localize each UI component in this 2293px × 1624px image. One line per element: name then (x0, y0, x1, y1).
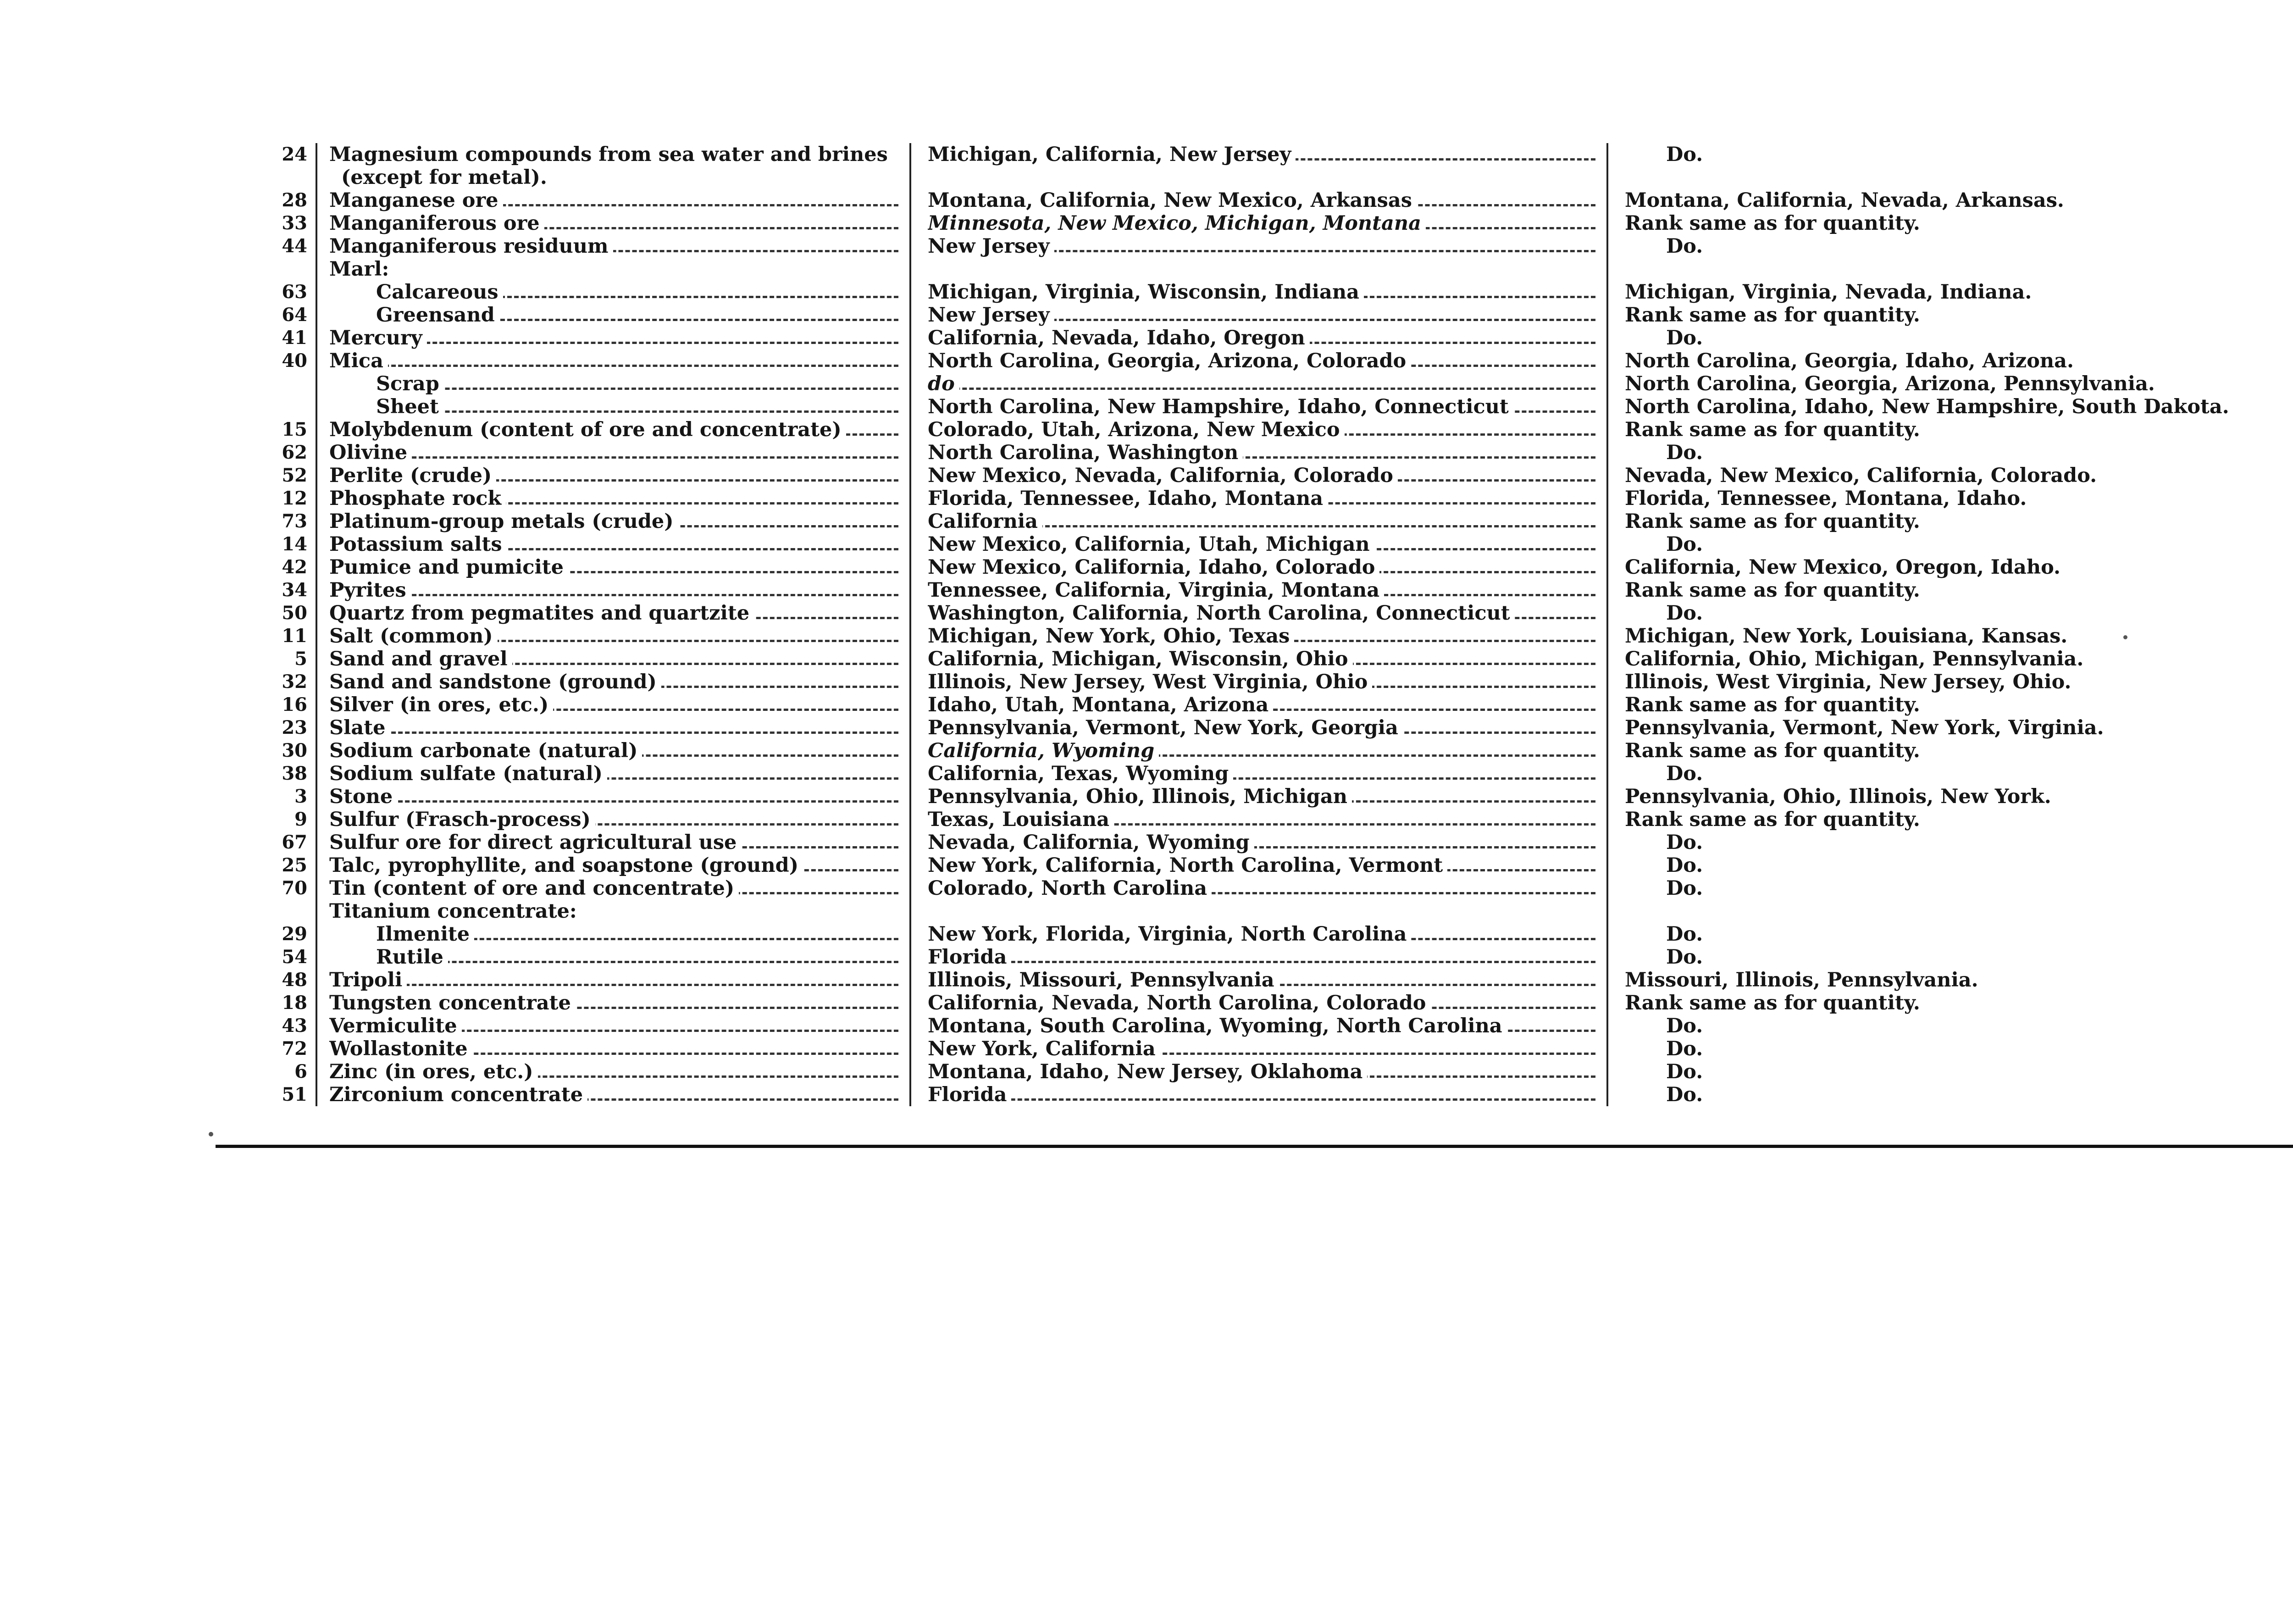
table-row (216, 923, 2293, 946)
rank-cell: 63 (216, 281, 316, 304)
rank-cell: 41 (216, 327, 316, 349)
table-row (216, 304, 2293, 327)
commodity-cell: Sulfur (Frasch-process) (316, 808, 910, 831)
table-row (216, 648, 2293, 671)
commodity-cell: Potassium salts (316, 533, 910, 556)
value-states-cell: Colorado, Utah, Arizona, New Mexico (910, 418, 1607, 441)
value-states-cell: Montana, South Carolina, Wyoming, North Carolina (910, 1014, 1607, 1037)
commodity-cell: Tin (content of ore and concentrate) (316, 877, 910, 900)
rank-cell: 51 (216, 1083, 316, 1106)
table-row (216, 235, 2293, 258)
value-states-cell: California (910, 510, 1607, 533)
quantity-states-cell: Do. (1666, 946, 1703, 969)
commodity-cell: Zinc (in ores, etc.) (316, 1060, 910, 1083)
quantity-states-cell: Rank same as for quantity. (1625, 510, 1920, 533)
table-row (216, 602, 2293, 625)
value-states-cell: Tennessee, California, Virginia, Montana (910, 579, 1607, 602)
rank-cell: 5 (216, 648, 316, 671)
rank-cell (216, 900, 316, 923)
table-row (216, 900, 2293, 923)
commodity-cell: Sand and gravel (316, 648, 910, 671)
table-row (216, 831, 2293, 854)
value-states-cell: New York, California (910, 1037, 1607, 1060)
quantity-states-cell: North Carolina, Idaho, New Hampshire, South Dakota. (1625, 395, 2229, 418)
commodity-cell: Olivine (316, 441, 910, 464)
value-states-cell: California, Nevada, Idaho, Oregon (910, 327, 1607, 349)
rank-cell: 23 (216, 716, 316, 739)
rank-cell: 72 (216, 1037, 316, 1060)
quantity-states-cell: Do. (1666, 1014, 1703, 1037)
rank-cell: 42 (216, 556, 316, 579)
rank-cell: 28 (216, 189, 316, 212)
rank-cell: 67 (216, 831, 316, 854)
quantity-states-cell: Do. (1666, 1083, 1703, 1106)
table-row (216, 579, 2293, 602)
value-states-cell (910, 258, 1607, 281)
quantity-states-cell: Rank same as for quantity. (1625, 579, 1920, 602)
quantity-states-cell: Michigan, Virginia, Nevada, Indiana. (1625, 281, 2032, 304)
commodity-cell: Silver (in ores, etc.) (316, 693, 910, 716)
value-states-cell: Montana, Idaho, New Jersey, Oklahoma (910, 1060, 1607, 1083)
bottom-rule (216, 1145, 2293, 1148)
table-row (216, 762, 2293, 785)
value-states-cell: New York, Florida, Virginia, North Carolina (910, 923, 1607, 946)
rank-cell (216, 395, 316, 418)
scan-speck (209, 1132, 213, 1136)
value-states-cell: North Carolina, Georgia, Arizona, Colorado (910, 349, 1607, 372)
commodity-cell: Tungsten concentrate (316, 992, 910, 1014)
commodity-cell: Titanium concentrate: (316, 900, 910, 923)
commodity-cell: Phosphate rock (316, 487, 910, 510)
value-states-cell: California, Texas, Wyoming (910, 762, 1607, 785)
quantity-states-cell: Do. (1666, 441, 1703, 464)
value-states-cell: Florida (910, 946, 1607, 969)
value-states-cell: Florida, Tennessee, Idaho, Montana (910, 487, 1607, 510)
commodity-cell: Ilmenite (316, 923, 910, 946)
quantity-states-cell: Rank same as for quantity. (1625, 212, 1920, 235)
table-row (216, 212, 2293, 235)
table-row (216, 877, 2293, 900)
table-row (216, 258, 2293, 281)
table-row (216, 464, 2293, 487)
value-states-cell: North Carolina, New Hampshire, Idaho, Connecticut (910, 395, 1607, 418)
table-row (216, 189, 2293, 212)
ranking-table (216, 143, 2293, 1106)
quantity-states-cell: Pennsylvania, Vermont, New York, Virginia. (1625, 716, 2104, 739)
commodity-cell: Tripoli (316, 969, 910, 992)
rank-cell: 34 (216, 579, 316, 602)
commodity-cell: Stone (316, 785, 910, 808)
commodity-cell: Manganiferous ore (316, 212, 910, 235)
table-row (216, 854, 2293, 877)
value-states-cell: New Mexico, California, Utah, Michigan (910, 533, 1607, 556)
commodity-cell: Zirconium concentrate (316, 1083, 910, 1106)
rank-cell: 25 (216, 854, 316, 877)
table-row (216, 418, 2293, 441)
quantity-states-cell: Michigan, New York, Louisiana, Kansas. (1625, 625, 2068, 648)
rank-cell: 29 (216, 923, 316, 946)
rank-cell: 24 (216, 143, 316, 189)
value-states-cell: New Mexico, Nevada, California, Colorado (910, 464, 1607, 487)
commodity-cell: Molybdenum (content of ore and concentrate) (316, 418, 910, 441)
rank-cell: 50 (216, 602, 316, 625)
value-states-cell: California, Nevada, North Carolina, Colorado (910, 992, 1607, 1014)
commodity-cell: Sheet (316, 395, 910, 418)
rank-cell: 16 (216, 693, 316, 716)
rank-cell: 9 (216, 808, 316, 831)
commodity-cell: Calcareous (316, 281, 910, 304)
commodity-cell: Greensand (316, 304, 910, 327)
quantity-states-cell: Nevada, New Mexico, California, Colorado. (1625, 464, 2097, 487)
table-row (216, 349, 2293, 372)
quantity-states-cell: Do. (1666, 143, 1703, 166)
quantity-states-cell: North Carolina, Georgia, Arizona, Pennsylvania. (1625, 372, 2155, 395)
value-states-cell: Idaho, Utah, Montana, Arizona (910, 693, 1607, 716)
table-row (216, 992, 2293, 1014)
commodity-cell: Manganese ore (316, 189, 910, 212)
rank-cell: 33 (216, 212, 316, 235)
table-row (216, 693, 2293, 716)
table-row (216, 143, 2293, 189)
value-states-cell: Washington, California, North Carolina, Connecticut (910, 602, 1607, 625)
rank-cell: 18 (216, 992, 316, 1014)
value-states-cell: Illinois, New Jersey, West Virginia, Ohio (910, 671, 1607, 693)
table-row (216, 441, 2293, 464)
table-row (216, 808, 2293, 831)
table-row (216, 395, 2293, 418)
rank-cell: 40 (216, 349, 316, 372)
rank-cell: 12 (216, 487, 316, 510)
value-states-cell: Michigan, California, New Jersey (910, 143, 1607, 189)
quantity-states-cell: California, New Mexico, Oregon, Idaho. (1625, 556, 2060, 579)
table-row (216, 1083, 2293, 1106)
table-body (216, 143, 2293, 1106)
table-row (216, 556, 2293, 579)
table-row (216, 533, 2293, 556)
commodity-cell: Sodium sulfate (natural) (316, 762, 910, 785)
commodity-cell: Wollastonite (316, 1037, 910, 1060)
rank-cell: 54 (216, 946, 316, 969)
quantity-states-cell: Rank same as for quantity. (1625, 992, 1920, 1014)
quantity-states-cell: Do. (1666, 327, 1703, 349)
quantity-states-cell: Rank same as for quantity. (1625, 808, 1920, 831)
quantity-states-cell: Do. (1666, 1060, 1703, 1083)
rank-cell: 48 (216, 969, 316, 992)
commodity-cell: Slate (316, 716, 910, 739)
commodity-cell: Mercury (316, 327, 910, 349)
commodity-cell: Marl: (316, 258, 910, 281)
rank-cell: 73 (216, 510, 316, 533)
table-row (216, 625, 2293, 648)
commodity-cell: Pyrites (316, 579, 910, 602)
quantity-states-cell: Rank same as for quantity. (1625, 739, 1920, 762)
value-states-cell: North Carolina, Washington (910, 441, 1607, 464)
table-row (216, 716, 2293, 739)
quantity-states-cell: Pennsylvania, Ohio, Illinois, New York. (1625, 785, 2051, 808)
commodity-cell: Sulfur ore for direct agricultural use (316, 831, 910, 854)
quantity-states-cell: Do. (1666, 1037, 1703, 1060)
table-row (216, 1014, 2293, 1037)
table-row (216, 372, 2293, 395)
value-states-cell: Montana, California, New Mexico, Arkansas (910, 189, 1607, 212)
quantity-states-cell (1607, 258, 2293, 281)
quantity-states-cell: Do. (1666, 235, 1703, 258)
quantity-states-cell: Rank same as for quantity. (1625, 693, 1920, 716)
value-states-cell: Florida (910, 1083, 1607, 1106)
commodity-cell: Vermiculite (316, 1014, 910, 1037)
quantity-states-cell: Do. (1666, 831, 1703, 854)
quantity-states-cell: Do. (1666, 877, 1703, 900)
table-row (216, 671, 2293, 693)
commodity-cell: Rutile (316, 946, 910, 969)
value-states-cell: California, Michigan, Wisconsin, Ohio (910, 648, 1607, 671)
value-states-cell: New Jersey (910, 235, 1607, 258)
value-states-cell: Michigan, New York, Ohio, Texas (910, 625, 1607, 648)
value-states-cell: Illinois, Missouri, Pennsylvania (910, 969, 1607, 992)
rank-cell: 38 (216, 762, 316, 785)
value-states-cell: Nevada, California, Wyoming (910, 831, 1607, 854)
quantity-states-cell: Rank same as for quantity. (1625, 418, 1920, 441)
commodity-cell: Pumice and pumicite (316, 556, 910, 579)
value-states-cell: New Mexico, California, Idaho, Colorado (910, 556, 1607, 579)
commodity-cell: Scrap (316, 372, 910, 395)
value-states-cell: New York, California, North Carolina, Vermont (910, 854, 1607, 877)
table-row (216, 281, 2293, 304)
table-row (216, 969, 2293, 992)
commodity-cell: Quartz from pegmatites and quartzite (316, 602, 910, 625)
quantity-states-cell: North Carolina, Georgia, Idaho, Arizona. (1625, 349, 2074, 372)
table-row (216, 1037, 2293, 1060)
value-states-cell: Michigan, Virginia, Wisconsin, Indiana (910, 281, 1607, 304)
rank-cell: 32 (216, 671, 316, 693)
commodity-cell: Talc, pyrophyllite, and soapstone (ground) (316, 854, 910, 877)
value-states-cell: Pennsylvania, Vermont, New York, Georgia (910, 716, 1607, 739)
rank-cell: 44 (216, 235, 316, 258)
rank-cell: 64 (216, 304, 316, 327)
quantity-states-cell: Do. (1666, 533, 1703, 556)
rank-cell: 11 (216, 625, 316, 648)
value-states-cell: Minnesota, New Mexico, Michigan, Montana (910, 212, 1607, 235)
quantity-states-cell (1607, 900, 2293, 923)
quantity-states-cell: Missouri, Illinois, Pennsylvania. (1625, 969, 1978, 992)
value-states-cell (910, 900, 1607, 923)
value-states-cell: Texas, Louisiana (910, 808, 1607, 831)
table-row (216, 487, 2293, 510)
rank-cell (216, 372, 316, 395)
commodity-cell: Sodium carbonate (natural) (316, 739, 910, 762)
rank-cell: 43 (216, 1014, 316, 1037)
quantity-states-cell: California, Ohio, Michigan, Pennsylvania. (1625, 648, 2084, 671)
rank-cell: 70 (216, 877, 316, 900)
quantity-states-cell: Do. (1666, 762, 1703, 785)
table-row (216, 510, 2293, 533)
table-row (216, 1060, 2293, 1083)
commodity-cell: Salt (common) (316, 625, 910, 648)
quantity-states-cell: Do. (1666, 602, 1703, 625)
value-states-cell: do (910, 372, 1607, 395)
commodity-cell: Magnesium compounds from sea water and brines (except for metal). (316, 143, 910, 189)
table-row (216, 946, 2293, 969)
value-states-cell: Pennsylvania, Ohio, Illinois, Michigan (910, 785, 1607, 808)
rank-cell: 62 (216, 441, 316, 464)
scan-speck (2123, 635, 2127, 639)
commodity-cell: Sand and sandstone (ground) (316, 671, 910, 693)
quantity-states-cell: Florida, Tennessee, Montana, Idaho. (1625, 487, 2027, 510)
value-states-cell: Colorado, North Carolina (910, 877, 1607, 900)
quantity-states-cell: Rank same as for quantity. (1625, 304, 1920, 327)
rank-cell: 6 (216, 1060, 316, 1083)
commodity-cell: Platinum-group metals (crude) (316, 510, 910, 533)
commodity-table (216, 143, 2293, 1106)
quantity-states-cell: Do. (1666, 923, 1703, 946)
rank-cell: 30 (216, 739, 316, 762)
rank-cell: 15 (216, 418, 316, 441)
commodity-cell: Perlite (crude) (316, 464, 910, 487)
rank-cell: 3 (216, 785, 316, 808)
quantity-states-cell: Illinois, West Virginia, New Jersey, Ohio. (1625, 671, 2071, 693)
value-states-cell: California, Wyoming (910, 739, 1607, 762)
value-states-cell: New Jersey (910, 304, 1607, 327)
quantity-states-cell: Do. (1666, 854, 1703, 877)
rank-cell: 14 (216, 533, 316, 556)
commodity-cell: Manganiferous residuum (316, 235, 910, 258)
quantity-states-cell: Montana, California, Nevada, Arkansas. (1625, 189, 2064, 212)
rank-cell (216, 258, 316, 281)
table-row (216, 327, 2293, 349)
rank-cell: 52 (216, 464, 316, 487)
commodity-cell: Mica (316, 349, 910, 372)
table-row (216, 739, 2293, 762)
table-row (216, 785, 2293, 808)
